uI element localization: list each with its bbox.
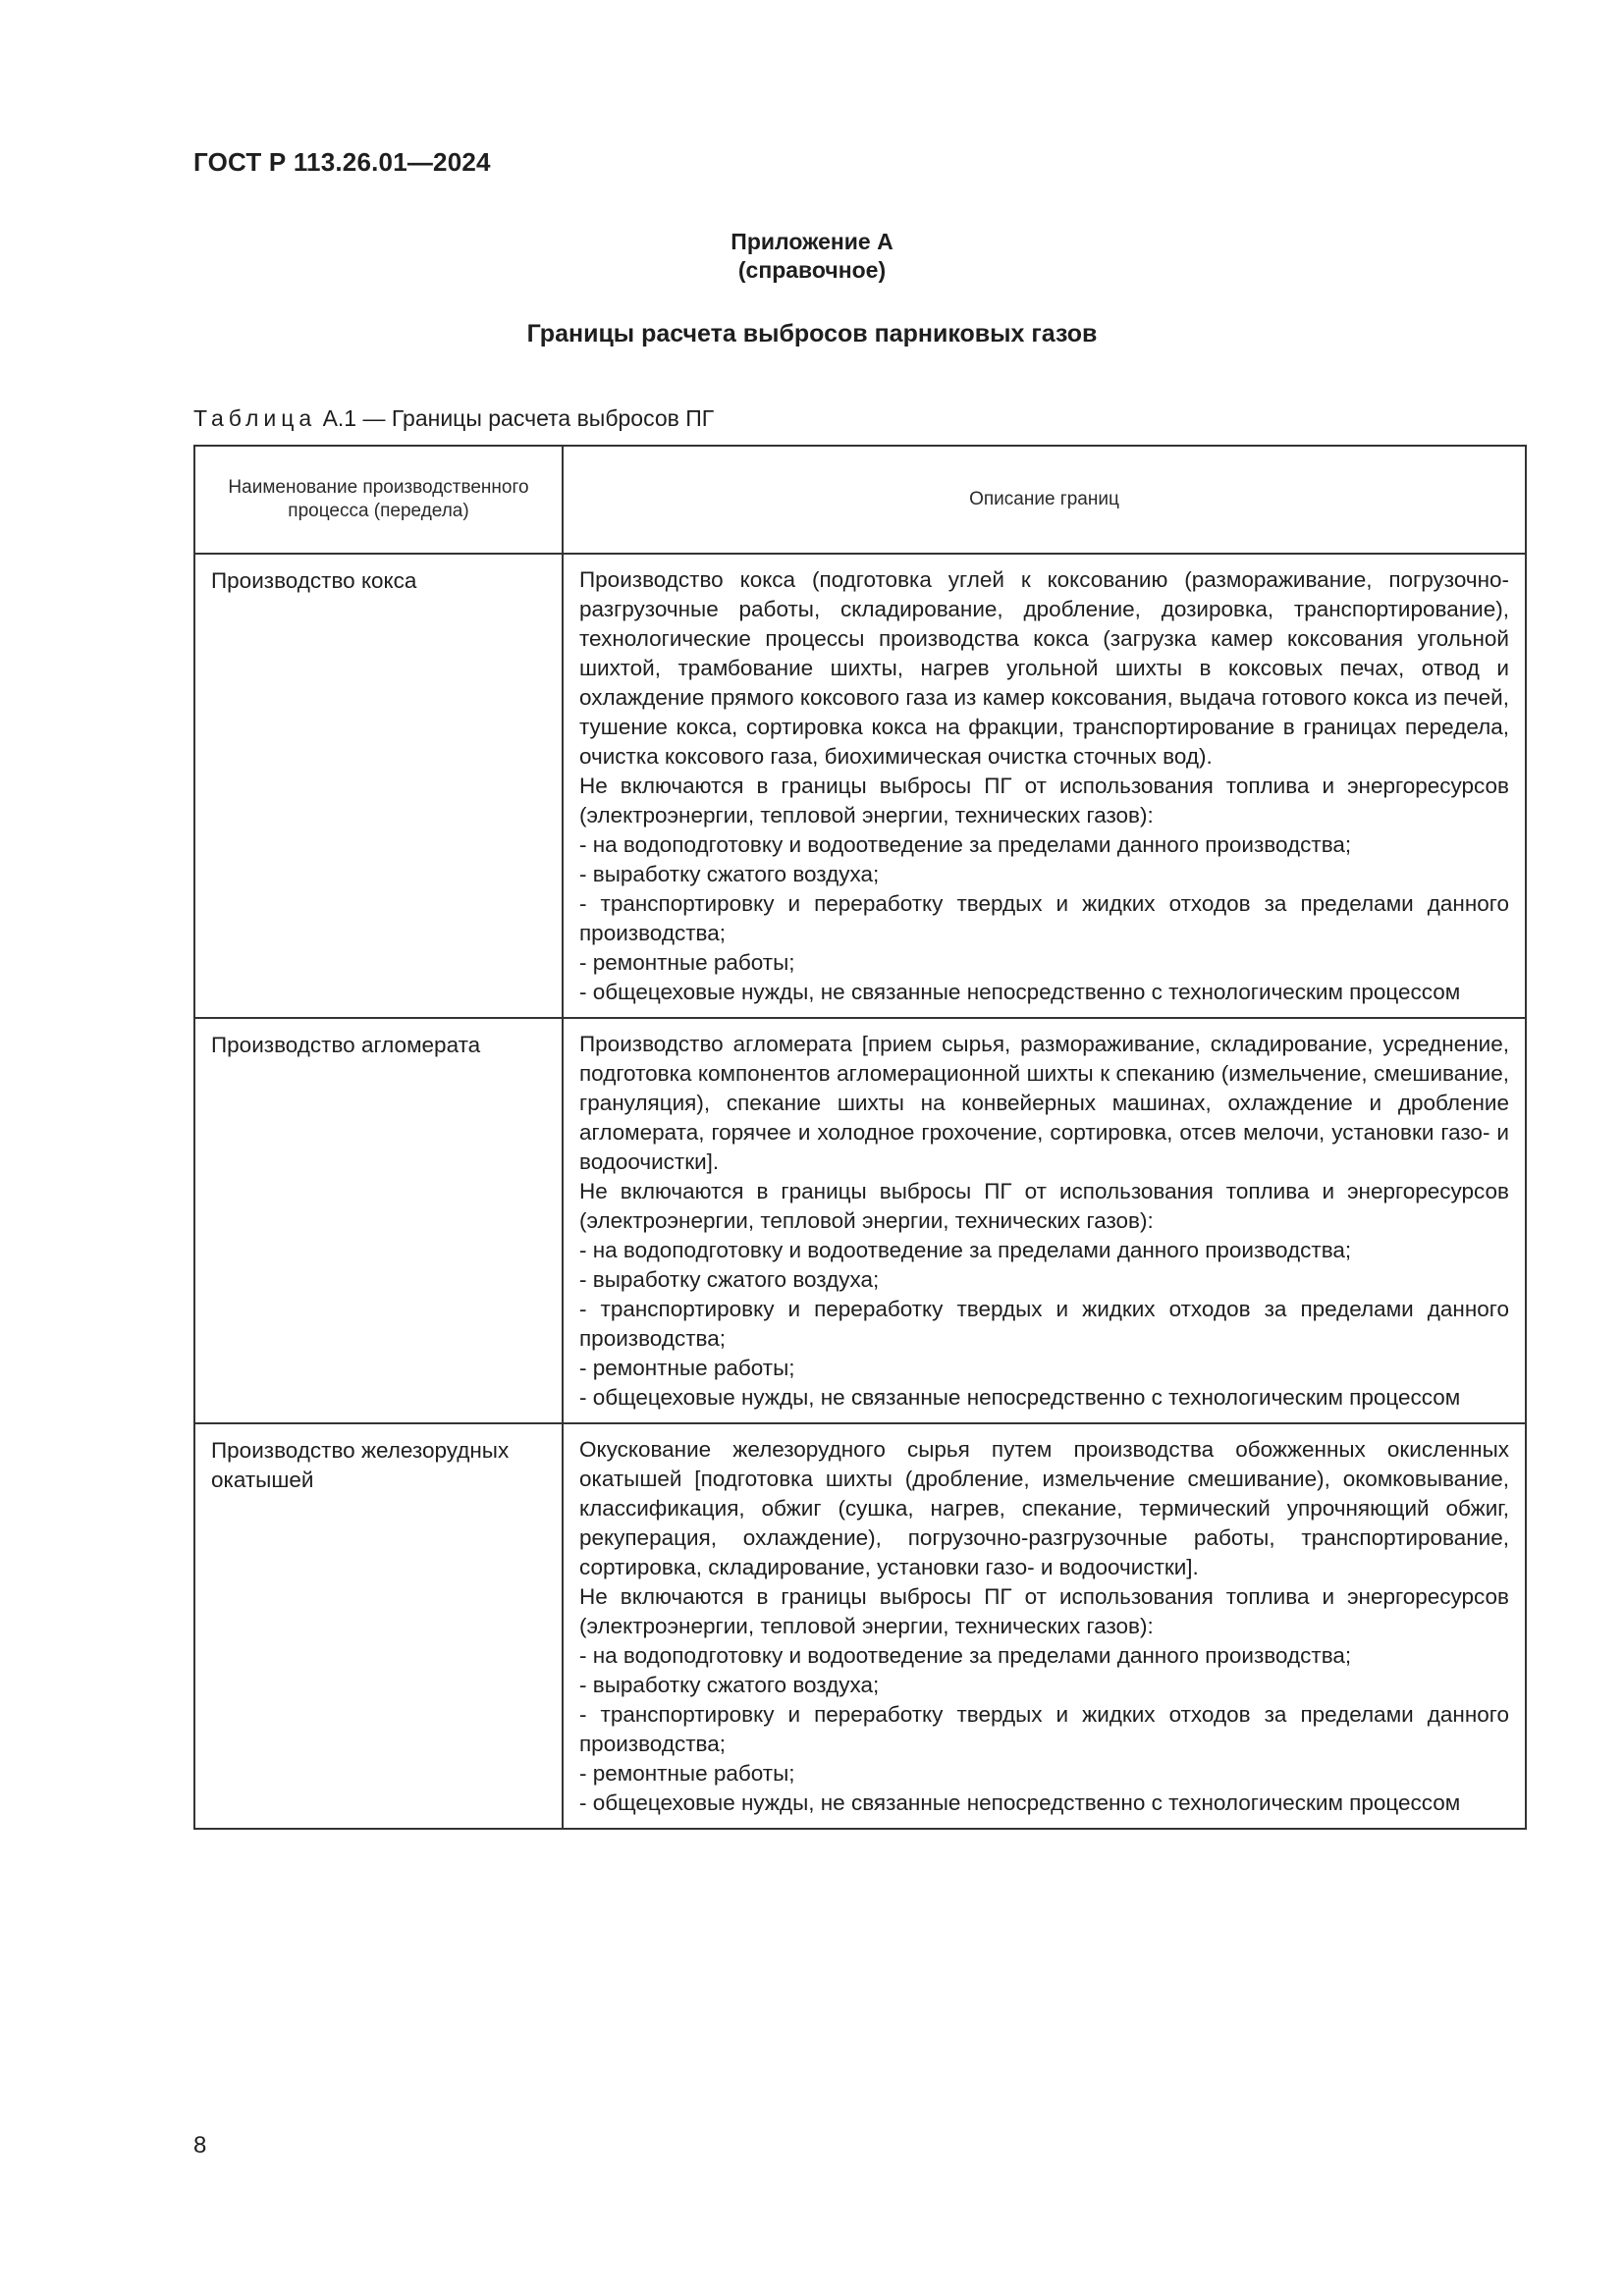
table-row	[194, 1018, 1526, 1423]
appendix-type: (справочное)	[737, 257, 887, 283]
description-paragraph: Производство кокса (подготовка углей к коксованию (размораживание, погрузочно-разгрузочные работы, складирование, дробление, дозировка, транспортирование), технологические процессы производства кокса (загрузка камер коксования угольной шихтой, трамбование шихты, нагрев угольной шихты в коксовых печах, отвод и охлаждение прямого коксового газа из камер коксования, выдача готового кокса из печей, тушение кокса, сортировка кокса на фракции, транспортирование в границах передела, очистка коксового газа, биохимическая очистка сточных вод).	[579, 567, 1509, 769]
table-caption-text: А.1 — Границы расчета выбросов ПГ	[316, 405, 715, 431]
description-list-item: - транспортировку и переработку твердых и жидких отходов за пределами данного производства;	[579, 1297, 1509, 1351]
description-list-item: - транспортировку и переработку твердых и жидких отходов за пределами данного производства;	[579, 1702, 1509, 1756]
description-list-item: - ремонтные работы;	[579, 1761, 795, 1786]
description-list-item: - общецеховые нужды, не связанные непосредственно с технологическим процессом	[579, 980, 1461, 1004]
description-list-item: - на водоподготовку и водоотведение за пределами данного производства;	[579, 832, 1352, 857]
description-paragraph: Не включаются в границы выбросы ПГ от использования топлива и энергоресурсов (электроэнергии, тепловой энергии, технических газов):	[579, 1584, 1509, 1638]
boundaries-table	[193, 445, 1527, 1830]
process-name-cell: Производство кокса	[194, 554, 563, 1018]
process-name-cell: Производство железорудных окатышей	[194, 1423, 563, 1829]
description-list-item: - на водоподготовку и водоотведение за пределами данного производства;	[579, 1238, 1352, 1262]
description-paragraph: Не включаются в границы выбросы ПГ от использования топлива и энергоресурсов (электроэнергии, тепловой энергии, технических газов):	[579, 774, 1509, 828]
description-list-item: - выработку сжатого воздуха;	[579, 1267, 880, 1292]
page-number: 8	[193, 2132, 207, 2159]
description-list-item: - общецеховые нужды, не связанные непосредственно с технологическим процессом	[579, 1790, 1461, 1815]
description-paragraph: Окускование железорудного сырья путем производства обожженных окисленных окатышей [подготовка шихты (дробление, измельчение смешивание), окомковывание, классификация, обжиг (сушка, нагрев, спекание, термический упрочняющий обжиг, рекуперация, охлаждение), погрузочно-разгрузочные работы, транспортирование, сортировка, складирование, установки газо- и водоочистки].	[579, 1437, 1509, 1579]
description-paragraph: Производство агломерата [прием сырья, размораживание, складирование, усреднение, подготовка компонентов агломерационной шихты к спеканию (измельчение, смешивание, грануляция), спекание шихты на конвейерных машинах, охлаждение и дробление агломерата, горячее и холодное грохочение, сортировка, отсев мелочи, установки газо- и водоочистки].	[579, 1032, 1509, 1174]
description-list-item: - выработку сжатого воздуха;	[579, 862, 880, 886]
table-header-row	[194, 446, 1526, 554]
process-name-cell: Производство агломерата	[194, 1018, 563, 1423]
description-list-item: - ремонтные работы;	[579, 1356, 795, 1380]
table-row	[194, 1423, 1526, 1829]
table-row	[194, 554, 1526, 1018]
header-boundary-description: Описание границ	[563, 446, 1526, 554]
description-list-item: - транспортировку и переработку твердых и жидких отходов за пределами данного производства;	[579, 891, 1509, 945]
appendix-title: Приложение А	[731, 229, 893, 254]
process-description-cell	[563, 1423, 1526, 1829]
document-code: ГОСТ Р 113.26.01—2024	[193, 147, 491, 177]
process-description-cell	[563, 554, 1526, 1018]
table-caption	[193, 405, 714, 432]
process-description-cell	[563, 1018, 1526, 1423]
description-list-item: - общецеховые нужды, не связанные непосредственно с технологическим процессом	[579, 1385, 1461, 1410]
description-list-item: - на водоподготовку и водоотведение за пределами данного производства;	[579, 1643, 1352, 1668]
description-list-item: - ремонтные работы;	[579, 950, 795, 975]
header-process-name: Наименование производственного процесса (передела)	[194, 446, 563, 554]
description-list-item: - выработку сжатого воздуха;	[579, 1673, 880, 1697]
appendix-heading	[0, 228, 1624, 285]
table-caption-label: Таблица	[193, 405, 317, 431]
description-paragraph: Не включаются в границы выбросы ПГ от использования топлива и энергоресурсов (электроэнергии, тепловой энергии, технических газов):	[579, 1179, 1509, 1233]
section-title: Границы расчета выбросов парниковых газов	[526, 320, 1098, 347]
